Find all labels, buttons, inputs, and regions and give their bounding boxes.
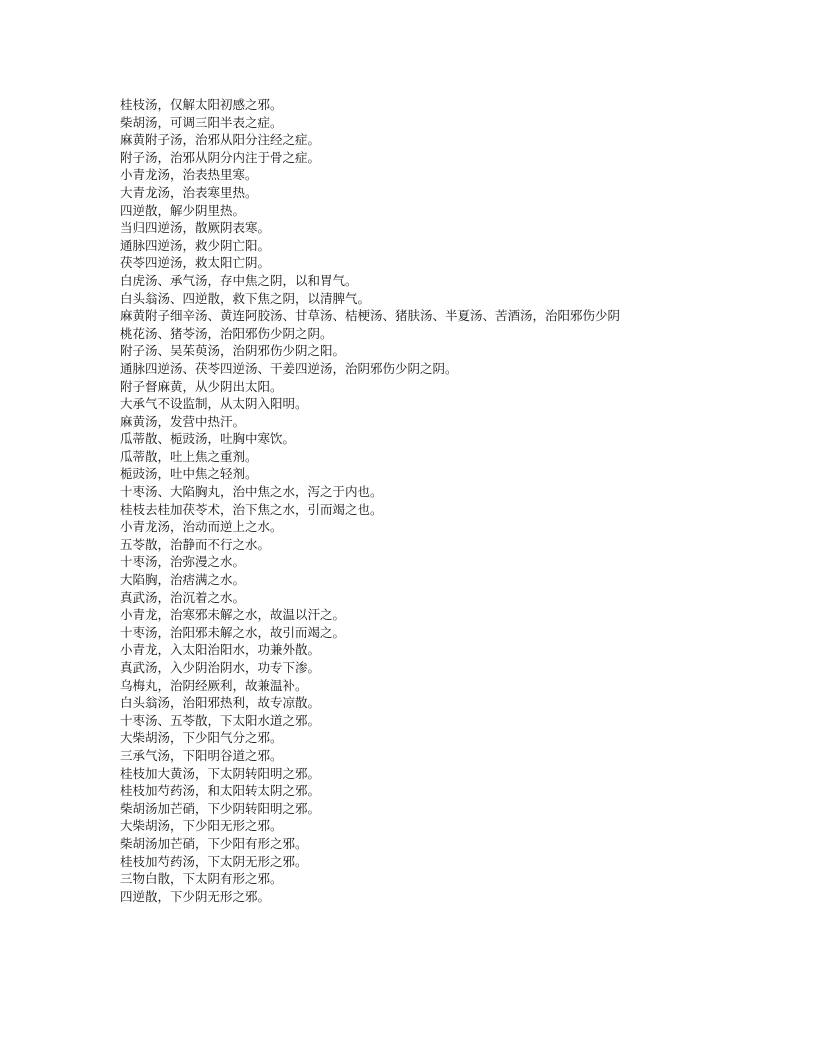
text-line: 柴胡汤，可调三阳半表之症。 <box>120 114 283 130</box>
text-line: 麻黄汤，发营中热汗。 <box>120 413 246 429</box>
text-line: 五苓散，治静而不行之水。 <box>120 536 271 552</box>
text-line: 十枣汤、大陷胸丸，治中焦之水，泻之于内也。 <box>120 484 383 500</box>
text-line: 小青龙汤，治表热里寒。 <box>120 167 258 183</box>
text-line: 大柴胡汤，下少阳无形之邪。 <box>120 818 283 834</box>
text-line: 真武汤，入少阴治阴水，功专下渗。 <box>120 660 321 675</box>
text-line: 柴胡汤加芒硝，下少阳有形之邪。 <box>120 835 308 851</box>
text-line: 十枣汤，治弥漫之水。 <box>120 554 246 570</box>
text-line: 白头翁汤，治阳邪热利，故专凉散。 <box>120 695 321 711</box>
text-line: 大陷胸，治痞满之水。 <box>120 572 246 588</box>
text-line: 大青龙汤，治表寒里热。 <box>120 184 258 200</box>
text-line: 通脉四逆汤、茯苓四逆汤、干姜四逆汤，治阴邪伤少阴之阴。 <box>120 360 458 376</box>
text-line: 麻黄附子汤，治邪从阳分注经之症。 <box>120 132 321 148</box>
text-line: 白虎汤、承气汤，存中焦之阴，以和胃气。 <box>120 272 358 288</box>
text-line: 小青龙，入太阳治阳水，功兼外散。 <box>120 642 321 658</box>
text-line: 小青龙汤，治动而逆上之水。 <box>120 519 283 535</box>
text-line: 真武汤，治沉着之水。 <box>120 589 246 605</box>
text-line: 栀豉汤，吐中焦之轻剂。 <box>120 466 258 482</box>
text-line: 大承气不设监制，从太阴入阳明。 <box>120 396 308 412</box>
text-line: 桂枝汤，仅解太阳初感之邪。 <box>120 97 283 112</box>
text-line: 柴胡汤加芒硝，下少阴转阳明之邪。 <box>120 800 321 816</box>
text-line: 四逆散，下少阴无形之邪。 <box>120 888 271 904</box>
text-line: 附子督麻黄，从少阴出太阳。 <box>120 378 283 394</box>
text-line: 桃花汤、猪苓汤，治阳邪伤少阴之阴。 <box>120 325 333 341</box>
text-line: 桂枝加芍药汤，下太阴无形之邪。 <box>120 853 308 869</box>
text-line: 茯苓四逆汤，救太阳亡阴。 <box>120 255 271 271</box>
document-body <box>120 96 680 905</box>
text-line: 当归四逆汤，散厥阴表寒。 <box>120 220 271 236</box>
text-line: 瓜蒂散，吐上焦之重剂。 <box>120 448 258 464</box>
text-line: 四逆散，解少阴里热。 <box>120 202 246 218</box>
text-line: 麻黄附子细辛汤、黄连阿胶汤、甘草汤、桔梗汤、猪肤汤、半夏汤、苦酒汤，治阳邪伤少阴 <box>120 308 621 324</box>
text-line: 大柴胡汤，下少阳气分之邪。 <box>120 730 283 746</box>
text-line: 桂枝去桂加茯苓术，治下焦之水，引而竭之也。 <box>120 501 383 517</box>
text-line: 通脉四逆汤，救少阴亡阳。 <box>120 237 271 253</box>
text-line: 白头翁汤、四逆散，救下焦之阴，以清脾气。 <box>120 290 371 306</box>
text-line: 三物白散，下太阴有形之邪。 <box>120 871 283 887</box>
text-line: 桂枝加芍药汤，和太阳转太阴之邪。 <box>120 783 321 799</box>
text-line: 瓜蒂散、栀豉汤，吐胸中寒饮。 <box>120 431 296 447</box>
text-line: 三承气汤，下阳明谷道之邪。 <box>120 747 283 763</box>
text-line: 乌梅丸，治阴经厥利，故兼温补。 <box>120 677 308 693</box>
text-line: 小青龙，治寒邪未解之水，故温以汗之。 <box>120 607 346 623</box>
text-line: 附子汤、吴茱萸汤，治阴邪伤少阴之阳。 <box>120 343 346 359</box>
text-line: 十枣汤、五苓散，下太阳水道之邪。 <box>120 712 321 728</box>
text-line: 桂枝加大黄汤，下太阴转阳明之邪。 <box>120 765 321 781</box>
text-line: 十枣汤，治阳邪未解之水，故引而竭之。 <box>120 624 346 640</box>
text-line: 附子汤，治邪从阴分内注于骨之症。 <box>120 149 321 165</box>
